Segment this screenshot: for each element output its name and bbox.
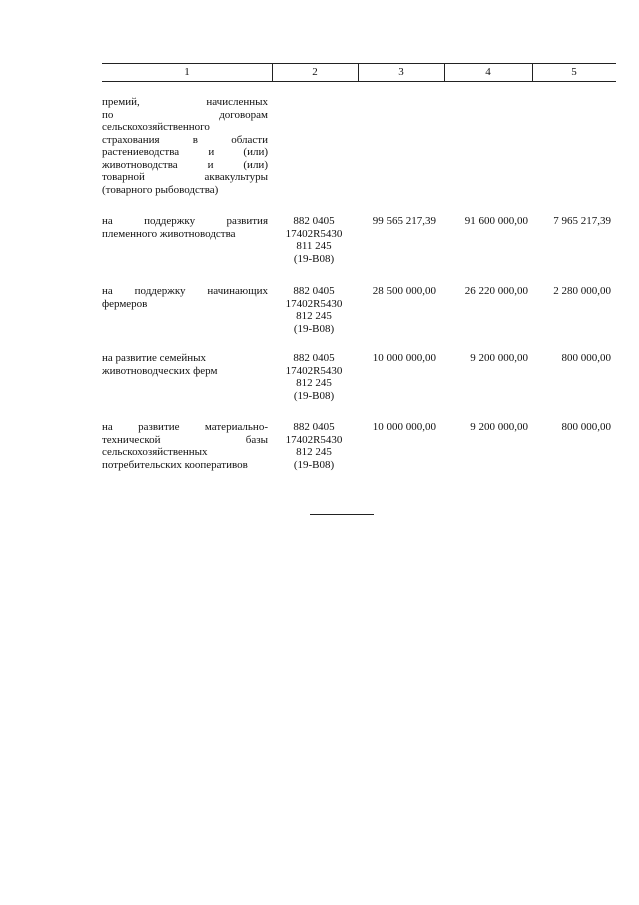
- closing-rule: [310, 514, 374, 515]
- word: начисленных: [206, 96, 268, 108]
- word: товарной: [102, 171, 145, 183]
- code-line: 882 0405: [293, 421, 335, 433]
- row-col-3: 99 565 217,39: [372, 215, 436, 227]
- word: премий,: [102, 96, 140, 108]
- word: технической: [102, 433, 161, 446]
- code-line: (19-В08): [293, 322, 335, 335]
- word: растениеводства: [102, 146, 180, 158]
- text-line: сельскохозяйственных: [102, 446, 208, 458]
- row-col-3: 28 500 000,00: [372, 285, 436, 297]
- word: материально-: [204, 421, 268, 433]
- word: базы: [245, 433, 268, 446]
- intro-text: [102, 96, 268, 196]
- code-line: 811 245: [296, 240, 332, 252]
- word: на: [102, 421, 113, 433]
- header-col-1: 1: [184, 66, 190, 78]
- code-line: (19-В08): [293, 389, 335, 402]
- row-col-4: 26 220 000,00: [464, 285, 528, 297]
- text-line: животноводческих ферм: [102, 364, 218, 377]
- word: договорам: [219, 108, 268, 121]
- text-line: [102, 434, 268, 447]
- row-code: [278, 215, 350, 265]
- code-line: 17402R5430: [285, 364, 343, 377]
- text-line: потребительских кооперативов: [102, 458, 248, 471]
- text-line: племенного животноводства: [102, 227, 236, 240]
- word: на: [102, 285, 113, 297]
- row-name: [102, 421, 268, 471]
- text-line: [102, 171, 268, 184]
- word: аквакультуры: [204, 171, 268, 183]
- row-name: [102, 352, 268, 377]
- word: (или): [243, 158, 268, 171]
- text-line: [102, 215, 268, 228]
- code-line: 17402R5430: [285, 433, 343, 446]
- word: животноводства: [102, 158, 178, 171]
- word: области: [231, 133, 268, 146]
- row-code: [278, 285, 350, 335]
- header-col-3: 3: [398, 66, 404, 78]
- row-col-3: 10 000 000,00: [372, 352, 436, 364]
- code-line: 882 0405: [293, 215, 335, 227]
- row-name: [102, 215, 268, 240]
- text-line: [102, 109, 268, 122]
- word: и: [207, 158, 214, 171]
- text-line: фермеров: [102, 297, 148, 310]
- row-col-5: 800 000,00: [561, 352, 611, 364]
- text-line: (товарного рыбоводства): [102, 183, 219, 196]
- row-col-5: 7 965 217,39: [553, 215, 611, 227]
- code-line: 812 245: [296, 446, 332, 458]
- header-col-5: 5: [571, 66, 577, 78]
- word: страхования: [102, 133, 160, 146]
- row-col-3: 10 000 000,00: [372, 421, 436, 433]
- code-line: 812 245: [296, 377, 332, 389]
- word: по: [102, 108, 114, 121]
- word: поддержку: [134, 285, 186, 297]
- text-line: на развитие семейных: [102, 352, 207, 364]
- code-line: 17402R5430: [285, 227, 343, 240]
- text-line: сельскохозяйственного: [102, 121, 210, 133]
- code-line: 812 245: [296, 310, 332, 322]
- text-line: [102, 96, 268, 109]
- word: и: [208, 146, 215, 158]
- code-line: 882 0405: [293, 352, 335, 364]
- row-col-5: 2 280 000,00: [553, 285, 611, 297]
- row-name: [102, 285, 268, 310]
- word: поддержку: [144, 215, 196, 227]
- text-line: [102, 285, 268, 298]
- row-col-4: 9 200 000,00: [470, 352, 528, 364]
- header-col-4: 4: [485, 66, 491, 78]
- code-line: 17402R5430: [285, 297, 343, 310]
- row-code: [278, 421, 350, 471]
- code-line: (19-В08): [293, 458, 335, 471]
- table-header: [102, 63, 616, 82]
- code-line: 882 0405: [293, 285, 335, 297]
- row-col-4: 91 600 000,00: [464, 215, 528, 227]
- word: начинающих: [207, 285, 268, 297]
- header-col-2: 2: [312, 66, 318, 78]
- word: на: [102, 215, 113, 227]
- text-line: [102, 421, 268, 434]
- row-col-5: 800 000,00: [561, 421, 611, 433]
- text-line: [102, 134, 268, 147]
- row-col-4: 9 200 000,00: [470, 421, 528, 433]
- word: в: [192, 133, 198, 146]
- code-line: (19-В08): [293, 252, 335, 265]
- word: (или): [243, 146, 268, 158]
- word: развитие: [138, 421, 180, 433]
- text-line: [102, 146, 268, 159]
- word: развития: [226, 215, 268, 227]
- row-code: [278, 352, 350, 402]
- text-line: [102, 159, 268, 172]
